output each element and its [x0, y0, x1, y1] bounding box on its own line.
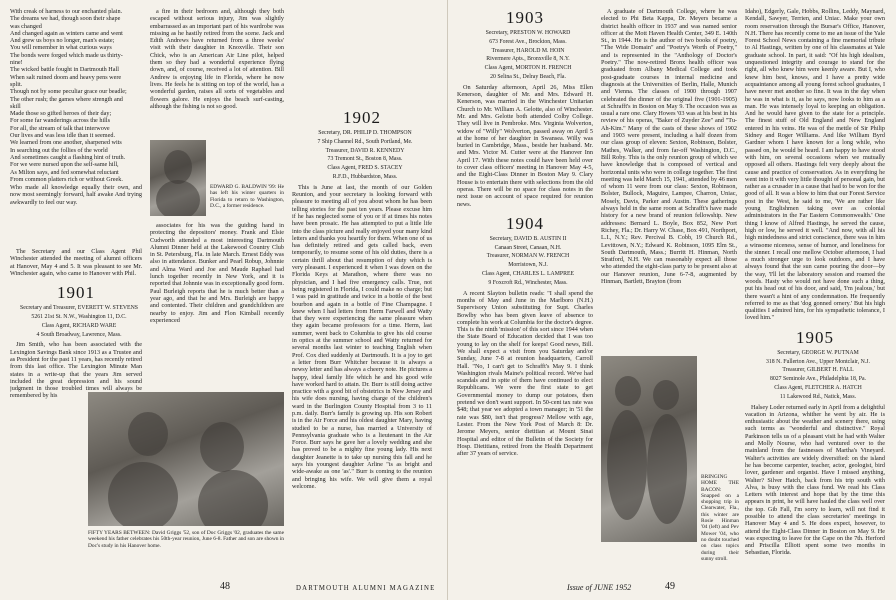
officer-line: Canaan Street, Canaan, N.H. — [494, 244, 562, 251]
officer-line: Secretary, DAVID B. AUSTIN II — [489, 235, 567, 242]
officer-line: Secretary and Treasurer, EVERETT W. STEVENS — [20, 305, 138, 312]
class-news-paragraph: This is June at last, the month of our Golden Reunion, and your secretary is looking forward with pleasure to meeting all of you about whom he has been telling stories for the past ten years. Please excuse him if he has neglected some of you or if at times his notes have been prosaic. He has attempted to put a little life into the class picture and really enjoyed your many kind letters and thanks you heartily for them. When one of us has definitely retired and gets called back, even temporarily, to resume some of his old duties, there is a certain thrill about that resumption of duty which is very pleasant. I experienced it when I was down on the Florida Keys at Marathon, where there was no physician, and I had five emergency calls. True, not being registered in Florida, I could make no charge; but I was paid in gratitude and twice in a bottle of the best bourbon and again in a bottle of Fine Champagne. I knew when I had letters from Herm Farwell and Watty that they were experiencing the same pleasure when they again became professors for a time. Herm, last summer, went back to Columbia to give his old course in optics at the summer school and Watty returned for several months last winter to teaching English when Prof. Cox died suddenly at Dartmouth. It is a joy to get a letter from Burr Whitcher because it is always a newsy letter and has always a cheery note. He pictures a happy, ideal family life which he and his good wife have worked hard to attain. Dr. Burr is still doing active practice with a good bit of obstetrics in New Jersey and his wife does nursing, having charge of the children's ward in the Burlington County Hospital from 3 to 11 p.m. daily. Burr's family is growing up. His son Robert is in the Air Force and his oldest daughter Mary, having studied to be a nurse, has married a University of Pennsylvania graduate who is a lieutenant in the Air Force. Burr says he gave her a lovely wedding and she has proved to be a mighty fine young lady. His next daughter Jeanette is to take up nursing this fall and he says his youngest daughter Arline "is as bright and wide-awake as one 'as'." Burr is coming to the reunion and bringing his wife. We will give them a royal welcome. — [292, 183, 432, 490]
poem-line: As Milton says, and fed somewhat reluctant — [10, 168, 119, 176]
officer-line: 20 Selina St., Delray Beach, Fla. — [490, 73, 566, 80]
issue-line: Issue of JUNE 1952 — [567, 583, 632, 592]
class-news-paragraph: Jim Smith, who has been associated with the Lexington Savings Bank since 1913 as a Trustee and as President for the past 11 years, has recently retired from this last office. The Lexington Minute Man states in a write-up that the years Jim served included the great depression and his sound judgment in those troubled times will always be remembered by his — [10, 341, 142, 400]
class-news-paragraph: a fire in their bedroom and, although they both escaped without serious injury, Jim was slightly embarrassed as an important part of his wardrobe was missing as he hastily retired from the scene. Jack and Edith Andrews have returned from a three weeks' visit with their daughter in Knoxville. Their son Chick, who is an American Air Line pilot, helped them so they had a wonderful experience flying down, and, of course, received a lot of attention. Bill Andrew is enjoying life in Florida, where he now lives. He feels he is sitting on top of the world, has a wonderful garden, raises all sorts of vegetables and flowers galore. He enjoys the beach surf-casting, although the fishing is not so good. — [150, 8, 284, 110]
poem-line: From common platters rich or without Greek. — [10, 175, 123, 183]
class-news-paragraph: A graduate of Dartmouth College, where he was elected to Phi Beta Kappa, Dr. Meyers became a district health officer in 1937 and was named senior officer at the Mott Haven Health Center, 349 E. 140th St., in 1944. He is the author of two books of poetry, "The Wide Domain" and "Poetry's Worth of Poetry," and is represented in the "Anthology of Doctor's Poetry." The now-retired Bronx health officer was graduated from Albany Medical College and took post-graduate courses in internal medicine and diagnosis at the Universities of Berlin, Halle, Munich and Vienna. The classes of 1900 through 1907 celebrated the dinner of the original five (1901-1905) at Schrafft's in Boston on May 9. The occasion was as usual a rare one. Clary Howes '03 was at his best in his review of his operas, "Baker of Zuyder Zee" and "Tu-Ah-Kim." Many of the casts of these shows of 1902 and 1903 were present, including a half dozen from our class group of eleven: Sexton, Robinson, Bolster, Mathes, Walker, and from far-off Washington, D.C., Bill Roby. This is the only reunion group of which we have knowledge that is composed of vertical and horizontal units who were in college together. The first meeting was held March 15, 1941, attended by 46 men of whom 11 were from our class: Sexton, Robinson, Bolster, Bullock, Maguire, Lampee, Charron, Uniac, Mosely, Davis, Parker and Austin. These gatherings always held in the same room at Schrafft's have made history for a new brand of reunion fellowship. New addresses: Bernard L. Boyle, Box 852, New Port Richey, Fla.; Dr. Harry W. Chase, Box 491, Northport, L.I., N.Y.; Rev. Percival B. Cobb, 19 Church Rd., Levittown, N.Y.; Edward K. Robinson, 1095 Elm St., South Dartmouth, Mass.; Burritt H. Hinman, North Stratford, N.H. We can reasonably expect all those who attended the eight-class party to be present also at our Hanover reunion, June 6-7-8, augmented by Hinman, Bartlett, Brayton (from — [601, 8, 737, 285]
class-year-1905: 1905 — [796, 327, 834, 347]
class-news-paragraph: On Saturday afternoon, April 26, Miss Ellen Kenerson, daughter of Mr. and Mrs. Edward H. Kenerson, was married in the Winchester Unitarian Church to Mr. William A. Gelotte, also of Winchester. Mr. and Mrs. Gelotte both attended Colby College. They will live in Pembroke. Mrs. Virginia Wolverton, widow of "Willy" Wolverton, passed away on April 5 at the home of her daughter in Swansea. Willy was buried in Cambridge, Mass., beside her husband. Mr. and Mrs. Victor M. Cutter were at the Hanover Inn April 17. With these notes could have been held over to cover class officers' meeting in Hanover May 4-5, and the Eight-Class Dinner in Boston May 9. Clary House is to entertain there with selections from the old operas. There will be no space for class notes in the next issue on account of space required for reunion news. — [457, 83, 593, 208]
officer-line: 9 Foxcroft Rd., Winchester, Mass. — [488, 279, 568, 286]
poem-line: nine! — [10, 59, 23, 67]
poem-line: split. — [10, 80, 23, 88]
poem-line: was changed — [10, 22, 42, 30]
class-year-1901: 1901 — [57, 283, 95, 303]
poem-line: And sometimes caught a flashing hint of truth. — [10, 153, 126, 161]
officer-line: Class Agent, FRED S. STACEY — [327, 165, 403, 172]
left-column-3 — [292, 8, 432, 558]
poem-line: And grew us boys no longer, man's estate; — [10, 37, 115, 45]
class-year-1904: 1904 — [506, 213, 544, 233]
officer-line: Treasurer, HAROLD M. HOIN — [491, 47, 565, 54]
right-page — [449, 0, 896, 600]
poem-line: And changed again as winters came and went — [10, 29, 123, 37]
poem-line: Our lives and was less idle than it seemed. — [10, 132, 115, 140]
class-news-paragraph: A recent Slayton bulletin reads: "I shall spend the months of May and June in the Marlboro (N.H.) Supervisory Union substituting for Supt. Charles Bowlby who has been given leave of absence to complete his work at Columbia for the doctor's degree. This is the ninth 'mission' of this sort since 1944 when the State Board of Education decided that I was too young to lay on the shelf for keeps! Good news, Bill. We shall expect a visit from you Saturday and/or Sunday, June 7-8 at reunion headquarters, Carroll Hall. "No, I can't get to Schrafft's May 9. I think Washington rivals Maine's political record. We've had scandals and in spite of them have continued to elect Republicans. We were the first state to get Governmental money to dump our potatoes, then pretend we don't want support. In 50-cent tax rate was $48; that year we adopted a town manager; in '51 the rate was $80, isn't that progress? Mellow with age, Lester. From the New York Post of March 8: Dr. Jerome Meyers, senior dietitian at Mount Sinai Hospital and editor of the Bulletin of the Society for Hosp. Dietitians, retired from the Health Department after 37 years of service. — [457, 289, 593, 458]
poem-line: When salt ruined doom and heavy pens were — [10, 73, 122, 81]
poem-line: Made those so gifted heroes of their day; — [10, 110, 112, 118]
officer-line: Secretary, PRESTON W. HOWARD — [485, 30, 571, 36]
officer-line: Secretary, GEORGE W. PUTNAM — [777, 349, 859, 356]
officer-line: Treasurer, DAVID R. KENNEDY — [325, 147, 405, 154]
officer-line: 7 Ship Channel Rd., South Portland, Me. — [317, 138, 413, 145]
class-year-1902: 1902 — [343, 108, 381, 127]
officer-line: Class Agent, FLETCHER A. HATCH — [774, 384, 862, 391]
griggs-photo-caption: FIFTY YEARS BETWEEN: David Griggs '52, son of Doc Griggs '02, graduates the same weekend his father celebrates his 50th-year reunion, June 6-8. Father and son are shown in Doc's study in his Hanover home. — [88, 530, 284, 549]
class-news-paragraph: Idaho), Edgerly, Gale, Hobbs, Rollins, Leddy, Maynard, Kendall, Sawyer, Terrien, and Uniac. Make your own room reservation through the Bursar's Office, Hanover, N.H. There has recently come to me an issue of the Yale Forest School News containing a fine memorial tribute to Al Hastings, written by one of his classmates at Yale graduate school. In part, it said: "Of his high idealism, unquestioned integrity and courage to stand for the right, all who knew him were keenly aware. But I, who knew him best, knows, and I have a pretty wide acquaintance among all young forest school graduates, I have never met another so fine. It was in the day when he was in what is it, as he says, now looks to him as a man. He was intensely loyal to keeping an obligation. And he would have given to the state for a principle. The finest stuff of Old England and New England entered in his veins. He was of the mettle of Sir Philip Sidney and Roger Williams. And like William Byrd Gardner whom I have known for a long while, who passed on, he would be heard. I am happy to have stood with him, on several occasions when we mutually opposed all others. Hastings felt very deeply about the cause and practice of conservation. As in everything he went into it with very little thought of personal gain, but rather as a crusader in a cause that had to be won for the good of all. It was a blow to him that our Forest Service post in the West, he said to me, 'We are rather like young Englishmen taking over as colonial administrators in the Far Eastern Commonwealth.' One thing I know of Alfred Hastings, he served the cause, high or low, he served it well. "And now, with all his high mindedness and strict conscience, there was in him a winsome niceness, sense of humor, and loneliness for the sinner. I recall one mellow October afternoon, I had a much stronger urge to look outdoors, and I have always found that the sun came pouring the door—by the way, 'I'll let the laboratory session and roamed the woods. Hasty who would not have done such a thing, put his head out of his door, and said, 'I'm jealous,' but there wasn't a hint of any condemnation. He frequently referred to me as that 'dog gonned ornery.' But his high qualities I admired him, for his sympathetic tolerance, I loved him." — [745, 8, 885, 322]
left-column-2-lower — [150, 222, 284, 382]
officer-line: 4 South Broadway, Lawrence, Mass. — [36, 331, 122, 338]
poem-line: We learned from one another, sharpened wits — [10, 139, 122, 147]
officer-line: Morristown, N.J. — [508, 262, 548, 269]
poem-line: The wicked battle fought in Dartmouth Hall — [10, 66, 119, 74]
bacon-photo — [601, 356, 697, 542]
poem-line: For some far wanderings across the hills — [10, 117, 111, 125]
poem-line: The dreams we had, though soon their shape — [10, 15, 121, 23]
poem-line: You will remember in what curious ways — [10, 44, 112, 52]
poem — [10, 8, 142, 183]
poem-line: For we were nursed upon the self-same hill, — [10, 161, 119, 169]
officer-line: Class Agent, MORTON H. FRENCH — [484, 65, 572, 72]
officer-line: Treasurer, NORMAN W. FRENCH — [486, 253, 570, 260]
officer-line: Rivermere Apts., Bronxville 8, N.Y. — [486, 56, 570, 63]
class-news-paragraph: The Secretary and our Class Agent Phil Winchester attended the meeting of alumni officers at Hanover, May 4 and 5. It was pleasant to see Mr. Winchester again, who came to Hanover with Phil. — [10, 248, 142, 277]
officer-line: 673 Forest Ave., Brockton, Mass. — [489, 38, 567, 45]
poem-line: skill — [10, 102, 21, 110]
page-number-left: 48 — [220, 581, 230, 592]
officer-line: 5261 21st St. N.W., Washington 11, D.C. — [31, 314, 127, 320]
poem-line: The bonds were forged which made us thirty- — [10, 51, 123, 59]
officer-line: Class Agent, RICHARD WARE — [41, 322, 117, 329]
officer-line: Secretary, DR. PHILIP D. THOMPSON — [318, 130, 412, 136]
officer-line: 8027 Seminole Ave., Philadelphia 18, Pa. — [769, 376, 866, 383]
right-column-3 — [745, 8, 885, 558]
officer-line: Class Agent, CHARLES L. LAMPREE — [481, 271, 575, 278]
class-news-paragraph: associates for his was the guiding hand in protecting the depositors' money. Frank and Elsie Cudworth attended a most interesting Dartmouth Alumni Dinner held at the Lakewood Country Club in St. Petersburg, Fla. in late March. Ernest Eddy was also in attendance. Bunker and Pearl Robup, Johnnie and Alma Ward and Joe and Maude Raphael had lunch together recently in New York, and it is reported that Johnnie was in exceptionally good form. Paul Burleigh reports that he is much better than a year ago, and that he and Mrs. Burleigh are happy and contented. Their children and grandchildren are nearby to enjoy. Jim and Flon Kimball recently experienced — [150, 222, 284, 324]
baldwin-photo — [150, 140, 206, 216]
bacon-photo-caption: BRINGING HOME THE BACON: Snapped on a shopping trip in Clearwater, Fla., this winter are Rosie Hinman '04 (left) and Pev Mower '04, who no doubt touched on class topics during their sunny stroll. — [701, 474, 739, 562]
griggs-photo — [88, 392, 284, 526]
officer-line: Treasurer, GILBERT H. FALL — [782, 367, 854, 374]
class-news-paragraph: Halsey Loder returned early in April from a delightful vacation in Arizona, whither he went by air. He is enthusiastic about the weather and scenery there, using such terms as "wonderful and distinctive." Royal Parkinson tells us of a pleasant visit he had with Walter and Molly Nourse, who had ventured over to the mainland from the fastnesses of Martha's Vineyard. Walter's activities are widely diversified: on the island he has become carpenter, teacher, actor, geologist, bird lover, gardener and organist. Have I missed anything, Walter? Silver Hatch, back from his trip south with Alva, is busy with the class fund. We read his Class Letters with interest and hope that by the time this appears in print, he will have hauled the class well over the top. Gib Fall, I'm sorry to learn, will not find it possible to attend the class secretaries' meetings in Hanover May 4 and 5. He does expect, however, to attend the Eight-Class Dinner in Boston on May 9. He was expecting to leave for the Cape on the 7th. Herford and Priscilla Elliott spent some two months in Sebastian, Florida. — [745, 403, 885, 557]
officer-line: 73 Tremont St., Boston 8, Mass. — [327, 156, 403, 163]
poem-line: The other rush; the games where strength and — [10, 95, 123, 103]
baldwin-photo-caption: EDWARD G. BALDWIN '99: He has left his winter quarters in Florida to return to Washington, D.C., a former residence. — [210, 184, 284, 209]
poem-line: For all, the stream of talk that interwove — [10, 124, 110, 132]
page-number-right: 49 — [665, 581, 675, 592]
poem-continuation: Who made all knowledge equally their own, and now most seemingly forward, half awake And trying awkwardly to feel our way. — [10, 184, 142, 206]
magazine-banner: DARTMOUTH ALUMNI MAGAZINE — [296, 585, 436, 592]
poem-line: In searching out the follies of the world — [10, 146, 108, 154]
class-year-1903: 1903 — [506, 8, 544, 27]
right-column-1 — [457, 8, 593, 558]
right-column-2 — [601, 8, 737, 348]
officer-line: R.F.D., Hubbardston, Mass. — [332, 173, 398, 180]
officer-line: 318 N. Fullerton Ave., Upper Montclair, N.J. — [766, 358, 870, 365]
officer-line: 11 Lakewood Rd., Natick, Mass. — [779, 393, 857, 400]
poem-line: With creak of harness to our enchanted plain. — [10, 8, 123, 15]
poem-line: Though not by some peculiar grace our beadle; — [10, 88, 127, 96]
